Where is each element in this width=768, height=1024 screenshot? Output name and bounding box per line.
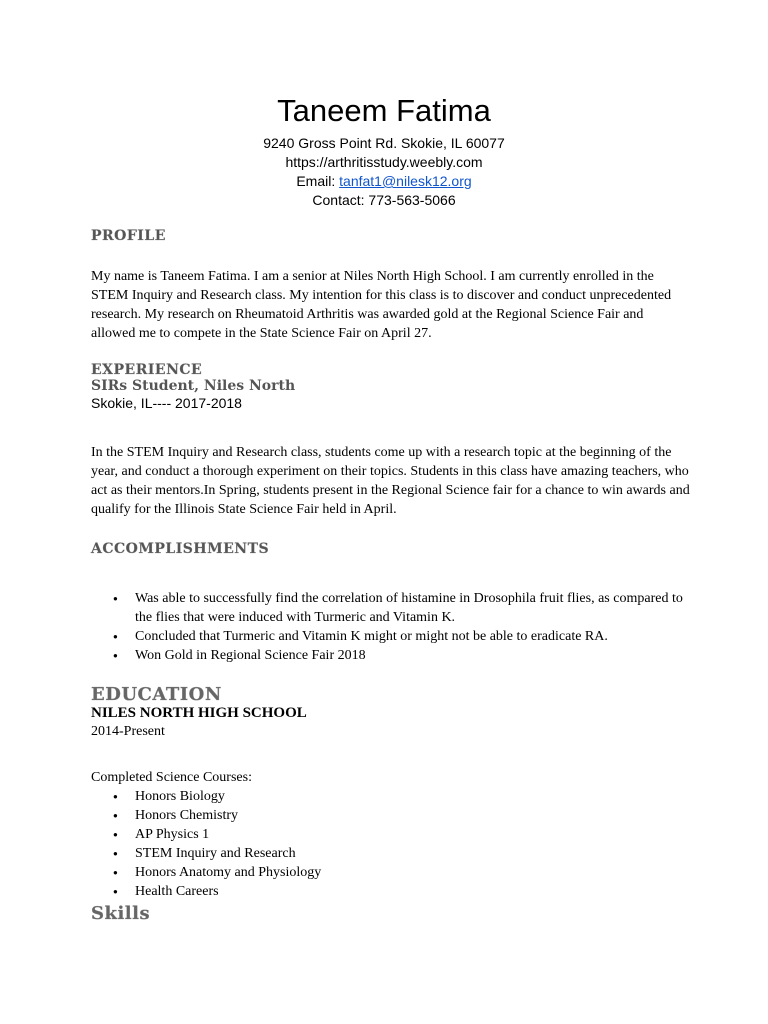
address: 9240 Gross Point Rd. Skokie, IL 60077: [263, 135, 505, 151]
profile-section: [91, 228, 691, 244]
list-item: ● Honors Anatomy and Physiology: [135, 863, 691, 882]
courses-section: [91, 768, 691, 901]
accomplishments-list-wrap: [91, 589, 691, 665]
website: https://arthritisstudy.weebly.com: [285, 154, 483, 170]
skills-heading: Skills: [91, 903, 151, 924]
email-link[interactable]: tanfat1@nilesk12.org: [339, 173, 472, 189]
email-line: [0, 172, 768, 191]
list-item: ● STEM Inquiry and Research: [135, 844, 691, 863]
list-item: ● Health Careers: [135, 882, 691, 901]
list-item: ● Honors Chemistry: [135, 806, 691, 825]
courses-list: [91, 787, 691, 901]
accomplishments-heading: ACCOMPLISHMENTS: [91, 541, 270, 557]
profile-text: My name is Taneem Fatima. I am a senior at Niles North High School. I am currently enrolled in the STEM Inquiry and Research class. My intention for this class is to discover and conduct unprecedented research. My research on Rheumatoid Arthritis was awarded gold at the Regional Science Fair and allowed me to compete in the State Science Fair on April 27.: [91, 269, 672, 341]
accomplishments-section: [91, 541, 691, 557]
email-label: Email:: [296, 173, 340, 189]
experience-heading: EXPERIENCE: [91, 362, 203, 378]
list-item: ● Concluded that Turmeric and Vitamin K might or might not be able to eradicate RA.: [135, 627, 691, 646]
phone: Contact: 773-563-5066: [312, 192, 456, 208]
list-item: ● Won Gold in Regional Science Fair 2018: [135, 646, 691, 665]
education-heading: EDUCATION: [91, 684, 222, 705]
education-dates: 2014-Present: [91, 724, 165, 739]
accomplishments-list: [91, 589, 691, 665]
list-item: ● Was able to successfully find the correlation of histamine in Drosophila fruit flies, as compared to the flies that were induced with Turmeric and Vitamin K.: [135, 589, 691, 627]
candidate-name: Taneem Fatima: [277, 93, 491, 128]
experience-section: [91, 362, 691, 413]
resume-header: [0, 92, 768, 210]
profile-body: [91, 267, 691, 343]
list-item: ● AP Physics 1: [135, 825, 691, 844]
list-item: ● Honors Biology: [135, 787, 691, 806]
experience-body: [91, 443, 691, 519]
experience-role: SIRs Student, Niles North: [91, 378, 296, 394]
profile-heading: PROFILE: [91, 228, 166, 244]
education-section: [91, 684, 691, 741]
experience-location-dates: Skokie, IL---- 2017-2018: [91, 395, 242, 411]
courses-label: Completed Science Courses:: [91, 770, 252, 785]
experience-text: In the STEM Inquiry and Research class, students come up with a research topic at the beginning of the year, and conduct a thorough experiment on their topics. Students in this class have amazing teachers, who act as their mentors.In Spring, students present in the Regional Science fair for a chance to win awards and qualify for the Illinois State Science Fair held in April.: [91, 445, 690, 517]
school-name: NILES NORTH HIGH SCHOOL: [91, 705, 307, 721]
skills-section: [91, 903, 691, 924]
